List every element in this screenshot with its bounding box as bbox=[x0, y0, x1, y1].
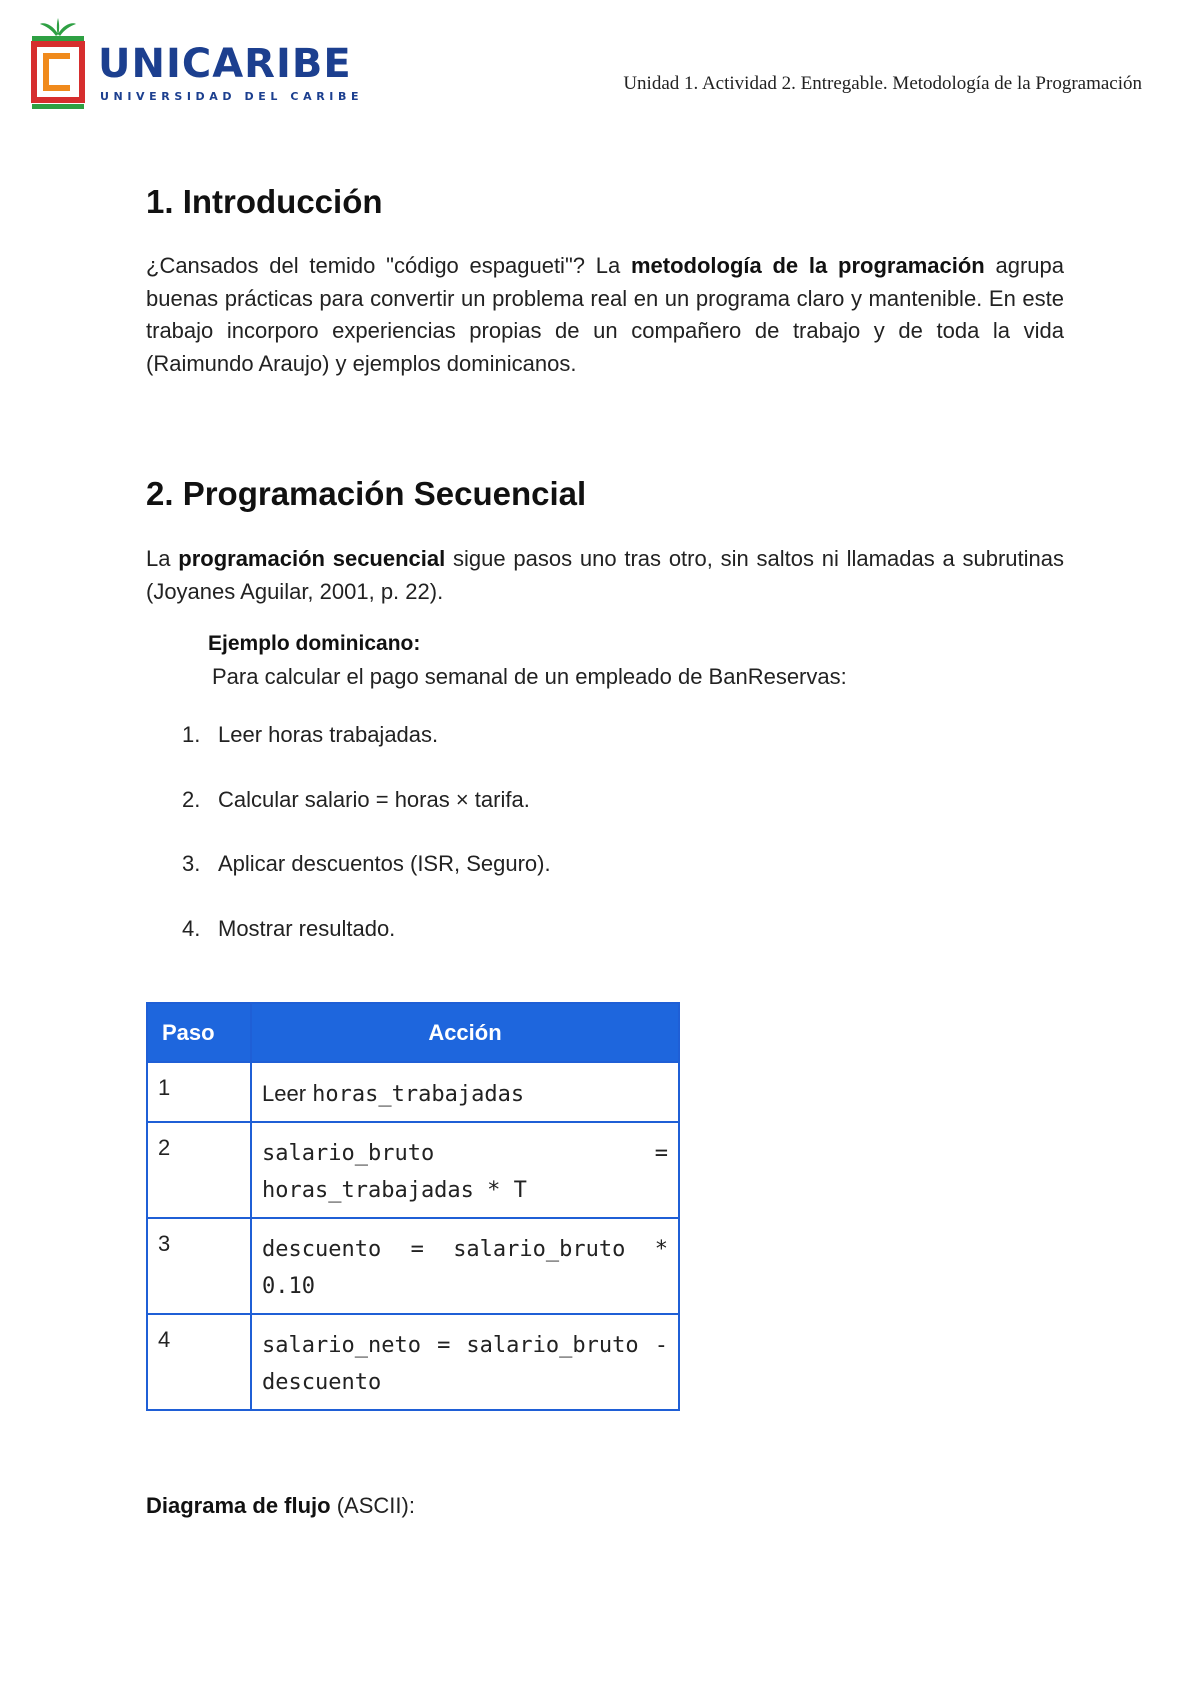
unicaribe-emblem-icon bbox=[26, 16, 90, 112]
logo-wordmark: UNICARIBE bbox=[98, 41, 352, 87]
table-cell-paso: 1 bbox=[147, 1062, 251, 1122]
sequential-bold-term: programación secuencial bbox=[178, 546, 446, 571]
flow-diagram-label-bold: Diagrama de flujo bbox=[146, 1493, 331, 1518]
list-item-text: Aplicar descuentos (ISR, Seguro). bbox=[218, 851, 551, 876]
list-item bbox=[182, 916, 551, 981]
table-cell-accion: salario_neto = salario_bruto - descuento bbox=[251, 1314, 679, 1410]
steps-list bbox=[182, 722, 551, 980]
list-item-text: Mostrar resultado. bbox=[218, 915, 396, 941]
table-row bbox=[147, 1218, 679, 1314]
university-logo bbox=[26, 16, 364, 112]
list-item-number: 2. bbox=[182, 786, 201, 812]
action-code: horas_trabajadas bbox=[312, 1082, 525, 1107]
intro-bold-term: metodología de la programación bbox=[630, 253, 985, 278]
list-item-number: 3. bbox=[182, 851, 201, 876]
example-description: Para calcular el pago semanal de un empleado de BanReservas: bbox=[212, 664, 847, 689]
section-1-heading: 1. Introducción bbox=[146, 183, 383, 220]
table-cell-accion: salario_bruto = horas_trabajadas * T bbox=[251, 1122, 679, 1218]
table-cell-paso: 3 bbox=[147, 1218, 251, 1314]
table-header-row bbox=[147, 1003, 679, 1062]
table-cell-paso: 4 bbox=[147, 1314, 251, 1410]
example-title: Ejemplo dominicano: bbox=[208, 632, 421, 655]
list-item-text: Calcular salario = horas × tarifa. bbox=[218, 786, 530, 812]
list-item bbox=[182, 722, 551, 787]
list-item-text: Leer horas trabajadas. bbox=[218, 722, 439, 747]
logo-subtitle: UNIVERSIDAD DEL CARIBE bbox=[100, 90, 364, 103]
section-1-paragraph bbox=[146, 250, 1064, 380]
table-row bbox=[147, 1314, 679, 1410]
intro-text-part2: agrupa buenas prácticas para convertir un problema real en un programa claro y mantenible. En este trabajo incorporo experiencias propias de un compañero de trabajo y de toda la vida (Raimundo Araujo) y ejemplos dominicanos. bbox=[146, 253, 1064, 376]
table-cell-accion: descuento = salario_bruto * 0.10 bbox=[251, 1218, 679, 1314]
section-2-heading: 2. Programación Secuencial bbox=[146, 475, 587, 512]
table-row bbox=[147, 1122, 679, 1218]
steps-table bbox=[146, 1002, 680, 1411]
intro-text-part1: ¿Cansados del temido "código espagueti"? La bbox=[146, 253, 631, 278]
column-header-accion: Acción bbox=[251, 1003, 679, 1062]
flow-diagram-label bbox=[146, 1493, 415, 1519]
sequential-text-part2: sigue pasos uno tras otro, sin saltos ni llamadas a subrutinas (Joyanes Aguilar, 2001, p. 22). bbox=[146, 546, 1064, 604]
list-item bbox=[182, 851, 551, 916]
list-item bbox=[182, 787, 551, 852]
section-2-paragraph bbox=[146, 543, 1064, 608]
list-item-number: 1. bbox=[182, 722, 201, 747]
sequential-text-part1: La bbox=[146, 546, 179, 571]
action-plain-text: Leer bbox=[262, 1081, 313, 1106]
table-cell-accion bbox=[251, 1062, 679, 1122]
column-header-paso: Paso bbox=[147, 1003, 251, 1062]
document-header-title: Unidad 1. Actividad 2. Entregable. Metodología de la Programación bbox=[623, 73, 1142, 94]
list-item-number: 4. bbox=[182, 915, 201, 941]
flow-diagram-label-rest: (ASCII): bbox=[330, 1493, 415, 1518]
table-cell-paso: 2 bbox=[147, 1122, 251, 1218]
table-row bbox=[147, 1062, 679, 1122]
